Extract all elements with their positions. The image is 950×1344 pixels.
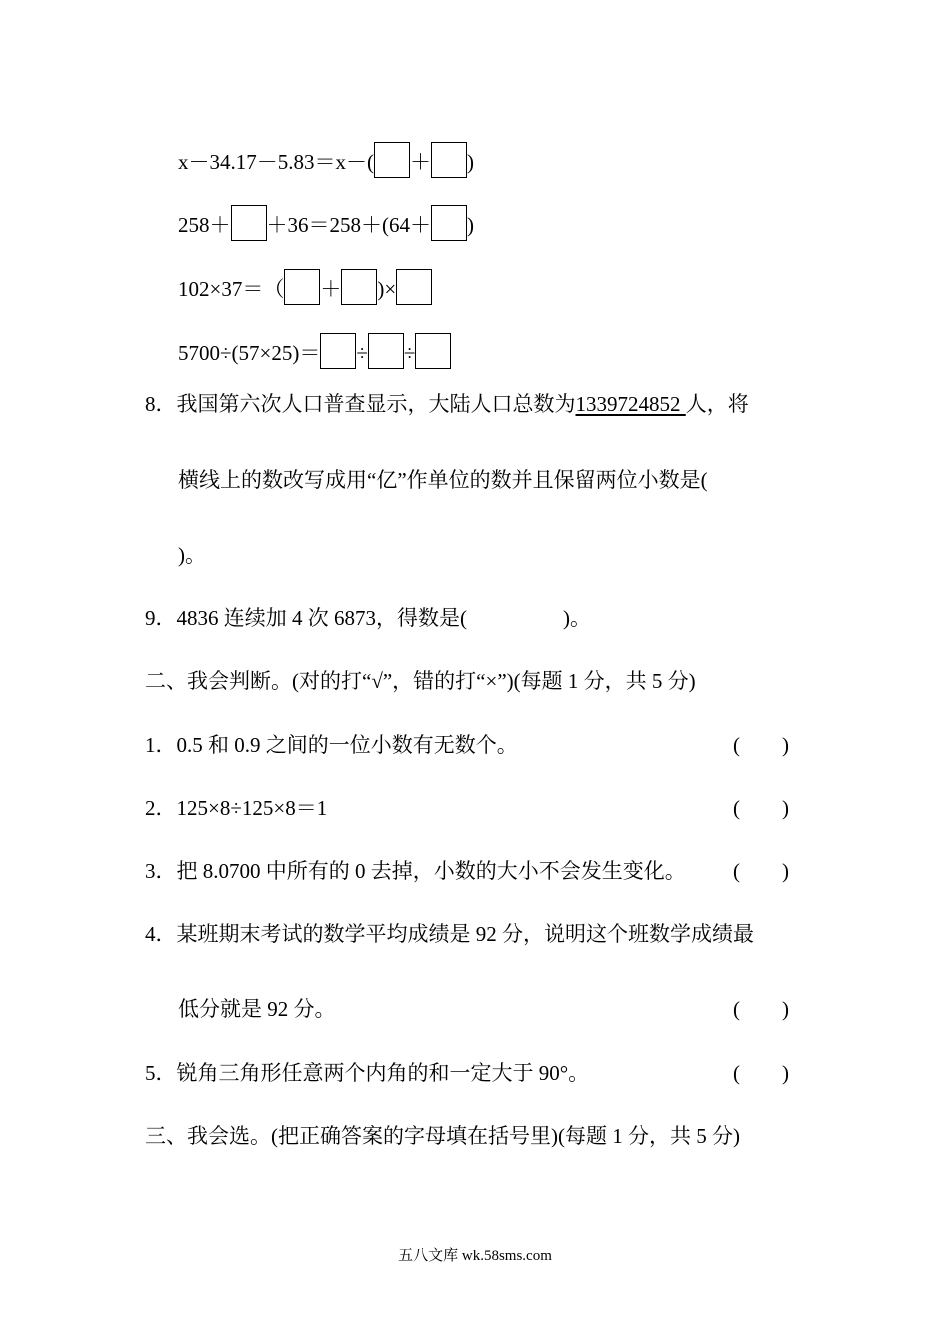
answer-box[interactable] bbox=[431, 205, 467, 241]
answer-paren[interactable]: ( ) bbox=[733, 1061, 789, 1085]
answer-box[interactable] bbox=[374, 142, 410, 178]
answer-box[interactable] bbox=[368, 333, 404, 369]
judge-item-text: 锐角三角形任意两个内角的和一定大于 90°。 bbox=[176, 1061, 590, 1085]
equation-4-a: 5700÷(57×25)＝ bbox=[178, 341, 321, 365]
equation-2-b: ＋36＝258＋(64＋ bbox=[266, 213, 431, 237]
question-9 bbox=[145, 604, 591, 632]
answer-paren[interactable]: ( ) bbox=[733, 796, 789, 820]
judge-item-4-line-2: 低分就是 92 分。 bbox=[178, 997, 336, 1021]
section-2-title: 二、我会判断。(对的打“√”，错的打“×”)(每题 1 分，共 5 分) bbox=[145, 669, 696, 693]
close-paren: ) bbox=[467, 213, 474, 237]
underlined-number: 1339724852 bbox=[575, 392, 686, 416]
equation-3 bbox=[178, 269, 432, 305]
question-number: 4． bbox=[145, 922, 177, 946]
equation-2 bbox=[178, 205, 474, 241]
divide-sign: ÷ bbox=[403, 341, 416, 365]
judge-item-1 bbox=[145, 731, 518, 759]
judge-item-5 bbox=[145, 1059, 589, 1087]
answer-box[interactable] bbox=[320, 333, 356, 369]
close-paren: ) bbox=[467, 150, 474, 174]
close-paren: )。 bbox=[563, 606, 591, 630]
equation-1-left: x－34.17－5.83＝x－( bbox=[178, 150, 374, 174]
question-8-line-3: )。 bbox=[178, 543, 206, 567]
judge-item-text: 把 8.0700 中所有的 0 去掉，小数的大小不会发生变化。 bbox=[176, 859, 686, 883]
answer-box[interactable] bbox=[231, 205, 267, 241]
question-9-text: 4836 连续加 4 次 6873，得数是( bbox=[176, 606, 467, 630]
footer-watermark: 五八文库 wk.58sms.com bbox=[398, 1248, 552, 1264]
times-sign: )× bbox=[377, 277, 397, 301]
section-3-title: 三、我会选。(把正确答案的字母填在括号里)(每题 1 分，共 5 分) bbox=[145, 1124, 740, 1148]
plus-sign: ＋ bbox=[320, 277, 342, 301]
plus-sign: ＋ bbox=[410, 150, 431, 174]
answer-box[interactable] bbox=[284, 269, 320, 305]
judge-item-text: 某班期末考试的数学平均成绩是 92 分，说明这个班数学成绩最 bbox=[176, 922, 754, 946]
answer-box[interactable] bbox=[415, 333, 451, 369]
question-number: 5． bbox=[145, 1061, 177, 1085]
question-8 bbox=[145, 390, 749, 418]
question-number: 9． bbox=[145, 606, 177, 630]
judge-item-text: 125×8÷125×8＝1 bbox=[176, 796, 328, 820]
question-number: 1． bbox=[145, 733, 177, 757]
question-8-text-end: 人，将 bbox=[685, 392, 749, 416]
judge-item-4 bbox=[145, 920, 754, 948]
question-number: 2． bbox=[145, 796, 177, 820]
answer-paren[interactable]: ( ) bbox=[733, 859, 789, 883]
question-8-text: 我国第六次人口普查显示，大陆人口总数为 bbox=[176, 392, 576, 416]
question-number: 3． bbox=[145, 859, 177, 883]
answer-paren[interactable]: ( ) bbox=[733, 733, 789, 757]
judge-item-2 bbox=[145, 794, 327, 822]
answer-box[interactable] bbox=[431, 142, 467, 178]
answer-box[interactable] bbox=[396, 269, 432, 305]
judge-item-text: 0.5 和 0.9 之间的一位小数有无数个。 bbox=[176, 733, 518, 757]
answer-paren[interactable]: ( ) bbox=[733, 997, 789, 1021]
answer-box[interactable] bbox=[341, 269, 377, 305]
equation-1 bbox=[178, 142, 474, 178]
equation-4 bbox=[178, 333, 451, 369]
divide-sign: ÷ bbox=[356, 341, 368, 365]
judge-item-3 bbox=[145, 857, 686, 885]
question-number: 8． bbox=[145, 392, 177, 416]
question-8-line-2: 横线上的数改写成用“亿”作单位的数并且保留两位小数是( bbox=[178, 468, 708, 492]
equation-3-a: 102×37＝（ bbox=[178, 277, 285, 301]
equation-2-a: 258＋ bbox=[178, 213, 231, 237]
